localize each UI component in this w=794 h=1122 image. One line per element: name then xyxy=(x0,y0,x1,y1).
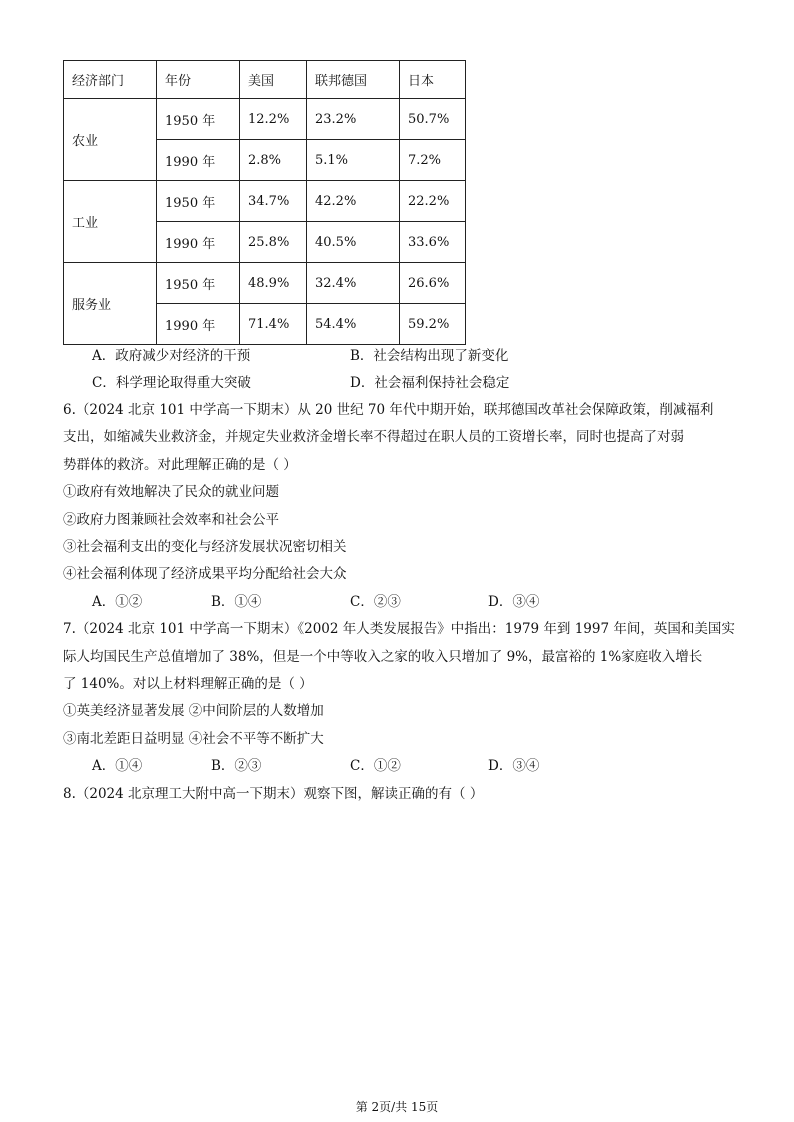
cell-us: 2.8% xyxy=(240,140,307,181)
q6-option-c: C．②③ xyxy=(350,594,401,610)
q7-option-b: B．②③ xyxy=(211,758,262,774)
sector-industry: 工业 xyxy=(64,181,157,263)
cell-us: 12.2% xyxy=(240,99,307,140)
q7-option-d: D．③④ xyxy=(488,758,540,774)
cell-us: 71.4% xyxy=(240,304,307,345)
q7-option-c: C．①② xyxy=(350,758,401,774)
q6-statement-3: ③社会福利支出的变化与经济发展状况密切相关 xyxy=(63,539,347,555)
table-row xyxy=(64,263,466,304)
q7-stem-line-1: 7.（2024 北京 101 中学高一下期末）《2002 年人类发展报告》中指出：1979 年到 1997 年间，英国和美国实 xyxy=(63,621,735,637)
q6-option-d: D．③④ xyxy=(488,594,540,610)
q8-stem-line: 8.（2024 北京理工大附中高一下期末）观察下图，解读正确的有（ ） xyxy=(63,786,484,802)
q7-statement-2: ③南北差距日益明显 ④社会不平等不断扩大 xyxy=(63,731,324,747)
header-jp: 日本 xyxy=(400,61,466,99)
q7-option-a: A．①④ xyxy=(92,758,143,774)
q5-option-b: B．社会结构出现了新变化 xyxy=(350,348,509,364)
q6-stem-line-1: 6.（2024 北京 101 中学高一下期末）从 20 世纪 70 年代中期开始，联邦德国改革社会保障政策，削减福利 xyxy=(63,402,714,418)
cell-de: 40.5% xyxy=(307,222,400,263)
cell-jp: 50.7% xyxy=(400,99,466,140)
q6-statement-4: ④社会福利体现了经济成果平均分配给社会大众 xyxy=(63,566,347,582)
cell-de: 32.4% xyxy=(307,263,400,304)
cell-year: 1990 年 xyxy=(157,140,240,181)
q6-statement-1: ①政府有效地解决了民众的就业问题 xyxy=(63,484,279,500)
cell-year: 1950 年 xyxy=(157,263,240,304)
sector-agriculture: 农业 xyxy=(64,99,157,181)
cell-us: 25.8% xyxy=(240,222,307,263)
cell-de: 42.2% xyxy=(307,181,400,222)
sector-service: 服务业 xyxy=(64,263,157,345)
cell-us: 48.9% xyxy=(240,263,307,304)
q5-option-c: C．科学理论取得重大突破 xyxy=(92,375,251,391)
cell-jp: 7.2% xyxy=(400,140,466,181)
header-de: 联邦德国 xyxy=(307,61,400,99)
cell-year: 1990 年 xyxy=(157,222,240,263)
cell-jp: 22.2% xyxy=(400,181,466,222)
cell-year: 1950 年 xyxy=(157,99,240,140)
cell-jp: 59.2% xyxy=(400,304,466,345)
q6-option-a: A．①② xyxy=(92,594,143,610)
q5-option-d: D．社会福利保持社会稳定 xyxy=(350,375,510,391)
header-us: 美国 xyxy=(240,61,307,99)
q7-stem-line-2: 际人均国民生产总值增加了 38%，但是一个中等收入之家的收入只增加了 9%，最富裕的 1%家庭收入增长 xyxy=(63,649,703,665)
q6-stem-line-2: 支出，如缩减失业救济金，并规定失业救济金增长率不得超过在职人员的工资增长率，同时也提高了对弱 xyxy=(63,429,684,445)
q7-stem-line-3: 了 140%。对以上材料理解正确的是（ ） xyxy=(63,676,313,692)
cell-jp: 26.6% xyxy=(400,263,466,304)
cell-de: 23.2% xyxy=(307,99,400,140)
table-header-row xyxy=(64,61,466,99)
q5-option-a: A．政府减少对经济的干预 xyxy=(92,348,251,364)
cell-de: 54.4% xyxy=(307,304,400,345)
q7-statement-1: ①英美经济显著发展 ②中间阶层的人数增加 xyxy=(63,703,324,719)
q6-stem-line-3: 势群体的救济。对此理解正确的是（ ） xyxy=(63,457,297,473)
table-row xyxy=(64,99,466,140)
cell-year: 1950 年 xyxy=(157,181,240,222)
cell-us: 34.7% xyxy=(240,181,307,222)
q6-option-b: B．①④ xyxy=(211,594,262,610)
economic-sector-table xyxy=(63,60,466,345)
q6-statement-2: ②政府力图兼顾社会效率和社会公平 xyxy=(63,512,279,528)
cell-year: 1990 年 xyxy=(157,304,240,345)
page-footer: 第 2页/共 15页 xyxy=(355,1100,439,1114)
table-row xyxy=(64,181,466,222)
cell-de: 5.1% xyxy=(307,140,400,181)
header-sector: 经济部门 xyxy=(64,61,157,99)
cell-jp: 33.6% xyxy=(400,222,466,263)
header-year: 年份 xyxy=(157,61,240,99)
